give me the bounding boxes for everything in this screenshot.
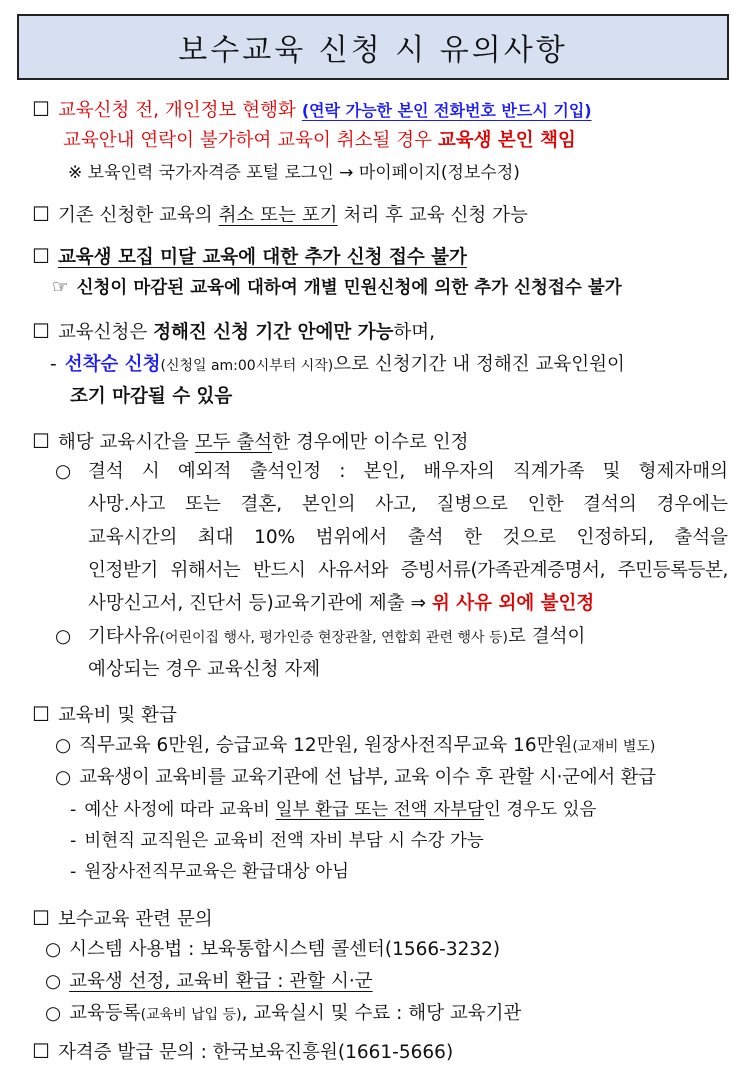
portal-note: ※ 보육인력 국가자격증 포털 로그인 → 마이페이지(정보수정) — [68, 163, 520, 183]
checkbox-icon: ☐ — [32, 702, 50, 726]
checkbox-icon: ☐ — [32, 244, 50, 268]
dash-bullet: - — [50, 354, 57, 375]
cancel-responsibility-line: 교육안내 연락이 불가하여 교육이 취소될 경우 교육생 본인 책임 — [63, 130, 576, 151]
pointing-hand-icon: ☞ — [52, 277, 69, 298]
dash-bullet: - — [70, 831, 77, 851]
circle-bullet: ○ — [55, 626, 72, 647]
circle-bullet: ○ — [45, 1003, 62, 1024]
circle-bullet: ○ — [45, 939, 62, 960]
other-reasons — [55, 622, 79, 652]
other-reasons-text: 기타사유(어린이집 행사, 평가인증 현장관찰, 연합회 관련 행사 등)로 결석이 — [88, 626, 586, 647]
checkbox-icon: ☐ — [32, 97, 50, 121]
notice-personal-info: ☐ 교육신청 전, 개인정보 현행화 (연락 가능한 본인 전화번호 반드시 기입) — [32, 94, 592, 126]
notice-certificate: ☐ 자격증 발급 문의 : 한국보육진흥원(1661-5666) — [32, 1036, 453, 1068]
absence-exception-text: 결석 시 예외적 출석인정 : 본인, 배우자의 직계가족 및 형제자매의 — [88, 461, 729, 482]
circle-bullet: ○ — [55, 461, 72, 482]
inquiry-registration: ○ 교육등록(교육비 납입 등), 교육실시 및 수료 : 해당 교육기관 — [45, 999, 521, 1030]
fee-refund: ○ 교육생이 교육비를 교육기관에 선 납부, 교육 이수 후 관할 시·군에서 환급 — [55, 763, 656, 793]
checkbox-icon: ☐ — [32, 319, 50, 343]
checkbox-icon: ☐ — [32, 1039, 50, 1063]
inquiry-system: ○ 시스템 사용법 : 보육통합시스템 콜센터(1566-3232) — [45, 935, 500, 965]
notice-cancel-first: ☐ 기존 신청한 교육의 취소 또는 포기 처리 후 교육 신청 가능 — [32, 199, 528, 231]
checkbox-icon: ☐ — [32, 429, 50, 453]
first-come-line: - 선착순 신청(신청일 am:00시부터 시작)으로 신청기간 내 정해진 교육인원이 — [50, 350, 625, 381]
inquiry-selection: ○ 교육생 선정, 교육비 환급 : 관할 시·군 — [45, 967, 373, 997]
circle-bullet: ○ — [55, 767, 72, 788]
absence-exception-line4: 인정받기 위해서는 반드시 사유서와 증빙서류(가족관계증명서, 주민등록등본, — [88, 560, 728, 581]
checkbox-icon: ☐ — [32, 906, 50, 930]
budget-note: - 예산 사정에 따라 교육비 일부 환급 또는 전액 자부담인 경우도 있음 — [70, 795, 596, 825]
student-responsibility: 교육생 본인 책임 — [437, 130, 576, 151]
absence-exception — [55, 457, 79, 487]
phone-note: (연락 가능한 본인 전화번호 반드시 기입) — [301, 101, 592, 120]
non-employee-note: - 비현직 교직원은 교육비 전액 자비 부담 시 수강 가능 — [70, 826, 484, 856]
circle-bullet: ○ — [55, 735, 72, 756]
absence-exception-line5: 사망신고서, 진단서 등)교육기관에 제출 ⇒ 위 사유 외에 불인정 — [88, 593, 595, 614]
absence-exception-line2: 사망.사고 또는 결혼, 본인의 사고, 질병으로 인한 결석의 경우에는 — [88, 494, 728, 515]
not-recognized-note: 위 사유 외에 불인정 — [431, 593, 595, 614]
dash-bullet: - — [70, 862, 77, 882]
notice-inquiries: ☐ 보수교육 관련 문의 — [32, 903, 213, 935]
notice-closed-courses: ☞ 신청이 마감된 교육에 대하여 개별 민원신청에 의한 추가 신청접수 불가 — [52, 273, 622, 303]
page-title: 보수교육 신청 시 유의사항 — [178, 33, 568, 68]
early-close-note: 조기 마감될 수 있음 — [70, 386, 233, 407]
notice-application-period: ☐ 교육신청은 정해진 신청 기간 안에만 가능하며, — [32, 316, 435, 348]
notice-fees: ☐ 교육비 및 환급 — [32, 699, 177, 731]
notice-no-additional: ☐ 교육생 모집 미달 교육에 대한 추가 신청 접수 불가 — [32, 241, 467, 273]
other-reasons-line2: 예상되는 경우 교육신청 자제 — [88, 659, 321, 680]
checkbox-icon: ☐ — [32, 202, 50, 226]
fee-amounts: ○ 직무교육 6만원, 승급교육 12만원, 원장사전직무교육 16만원(교재비 별도) — [55, 731, 655, 762]
dash-bullet: - — [70, 800, 77, 820]
notice-attendance: ☐ 해당 교육시간을 모두 출석한 경우에만 이수로 인정 — [32, 426, 469, 458]
director-no-refund: - 원장사전직무교육은 환급대상 아님 — [70, 857, 349, 887]
title-box — [17, 14, 729, 80]
circle-bullet: ○ — [45, 971, 62, 992]
absence-exception-line3: 교육시간의 최대 10% 범위에서 출석 한 것으로 인정하되, 출석을 — [88, 527, 728, 548]
